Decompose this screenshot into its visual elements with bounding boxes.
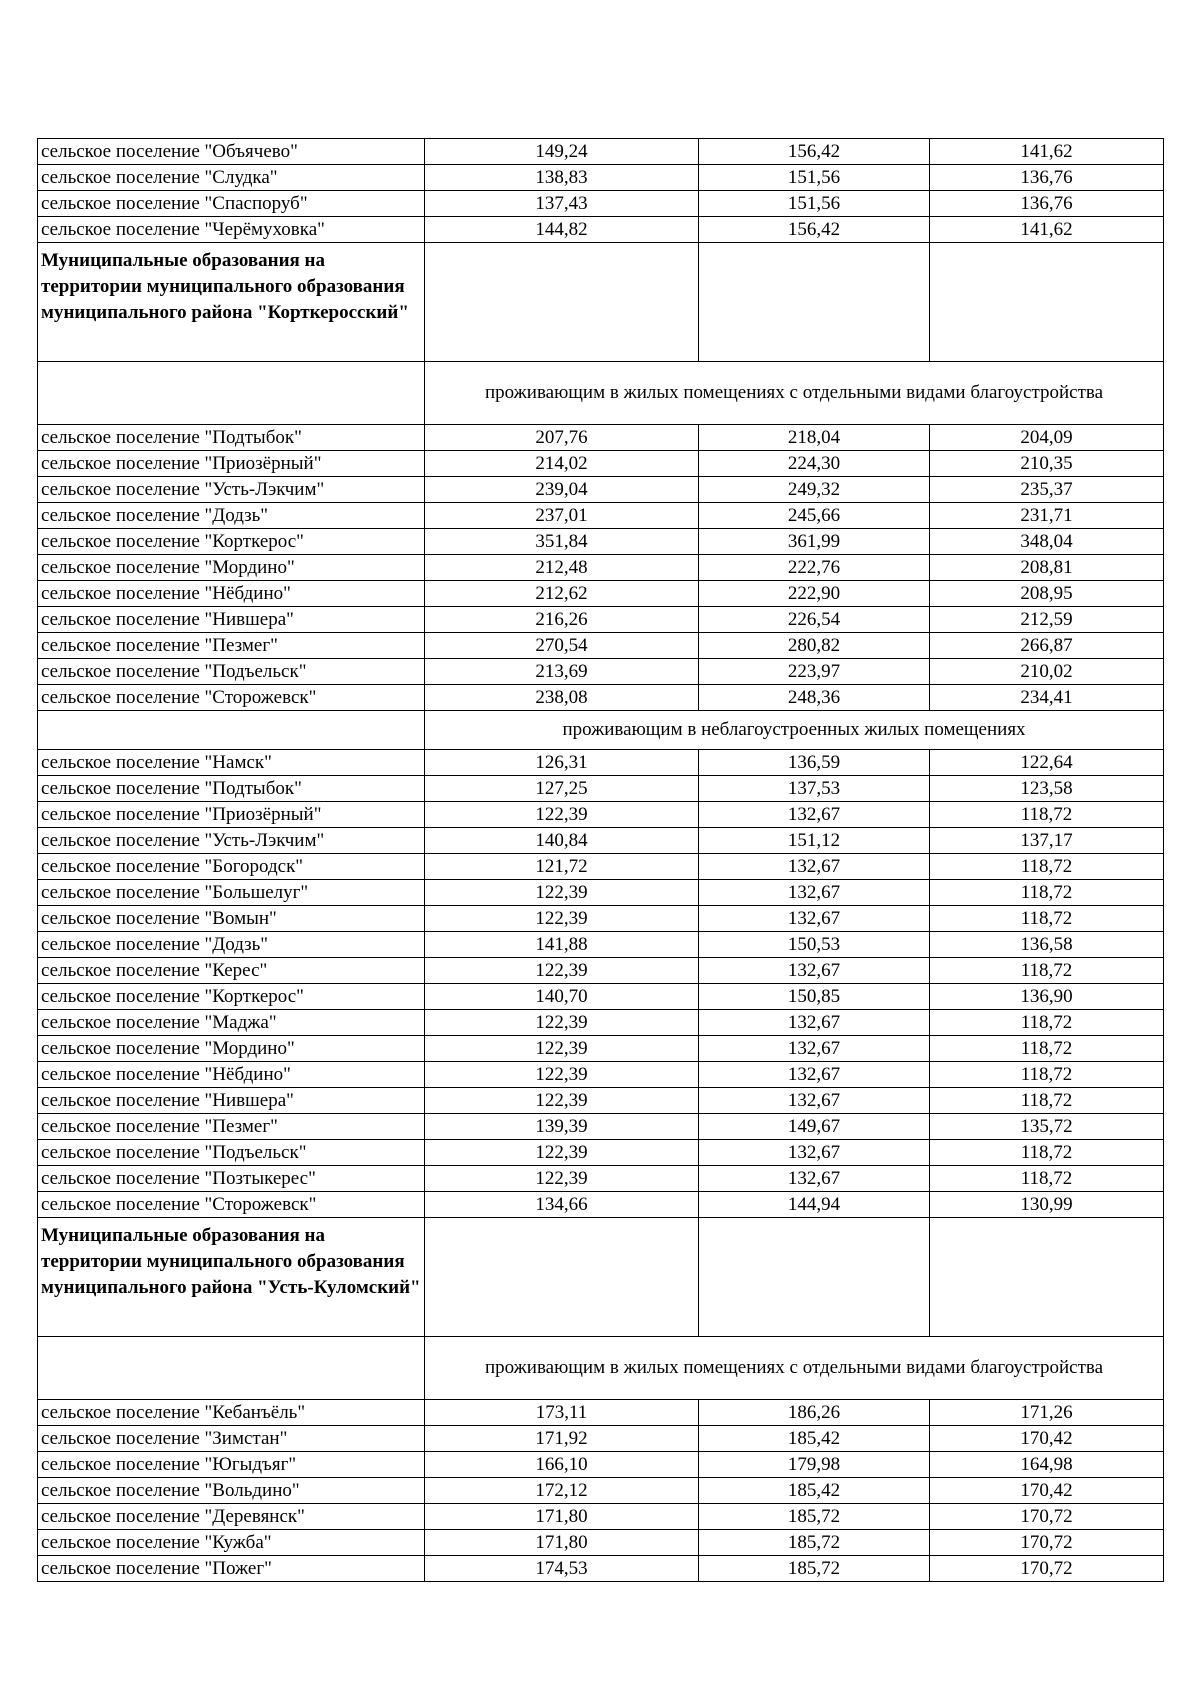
value-cell-1: 216,26 (425, 607, 699, 633)
table-row (38, 828, 1164, 854)
value-cell-3: 266,87 (930, 633, 1164, 659)
settlement-name-cell: сельское поселение "Спаспоруб" (38, 191, 425, 217)
table-row (38, 217, 1164, 243)
table-row (38, 1504, 1164, 1530)
table-row (38, 607, 1164, 633)
value-cell-1: 166,10 (425, 1452, 699, 1478)
table-row (38, 1192, 1164, 1218)
value-cell-3: 118,72 (930, 1166, 1164, 1192)
value-cell-1: 134,66 (425, 1192, 699, 1218)
table-row (38, 139, 1164, 165)
value-cell-3: 212,59 (930, 607, 1164, 633)
settlement-name-cell: сельское поселение "Сторожевск" (38, 1192, 425, 1218)
value-cell-3: 210,35 (930, 451, 1164, 477)
table-row (38, 802, 1164, 828)
settlement-name-cell: сельское поселение "Корткерос" (38, 984, 425, 1010)
settlement-name-cell: сельское поселение "Нёбдино" (38, 1062, 425, 1088)
value-cell-2: 280,82 (699, 633, 930, 659)
settlement-name-cell: сельское поселение "Подтыбок" (38, 425, 425, 451)
value-cell-2: 151,56 (699, 165, 930, 191)
value-cell-2: 226,54 (699, 607, 930, 633)
value-cell-3: 135,72 (930, 1114, 1164, 1140)
table-row (38, 1062, 1164, 1088)
value-cell-1: 122,39 (425, 1140, 699, 1166)
value-cell-1: 212,48 (425, 555, 699, 581)
empty-cell (930, 243, 1164, 362)
empty-cell (38, 362, 425, 425)
table-row (38, 165, 1164, 191)
value-cell-3: 118,72 (930, 1140, 1164, 1166)
settlement-name-cell: сельское поселение "Вомын" (38, 906, 425, 932)
table-row (38, 1426, 1164, 1452)
value-cell-1: 172,12 (425, 1478, 699, 1504)
value-cell-1: 171,80 (425, 1504, 699, 1530)
value-cell-2: 185,72 (699, 1530, 930, 1556)
value-cell-3: 141,62 (930, 217, 1164, 243)
settlement-name-cell: сельское поселение "Пожег" (38, 1556, 425, 1582)
value-cell-3: 235,37 (930, 477, 1164, 503)
settlement-name-cell: сельское поселение "Нившера" (38, 1088, 425, 1114)
table-row (38, 932, 1164, 958)
table-row (38, 958, 1164, 984)
table-row (38, 776, 1164, 802)
category-label: проживающим в жилых помещениях с отдельными видами благоустройства (425, 362, 1164, 425)
value-cell-3: 118,72 (930, 1062, 1164, 1088)
value-cell-2: 150,85 (699, 984, 930, 1010)
value-cell-2: 132,67 (699, 802, 930, 828)
value-cell-2: 132,67 (699, 1036, 930, 1062)
empty-cell (699, 1218, 930, 1337)
value-cell-3: 210,02 (930, 659, 1164, 685)
settlement-name-cell: сельское поселение "Додзь" (38, 932, 425, 958)
settlement-name-cell: сельское поселение "Позтыкерес" (38, 1166, 425, 1192)
value-cell-3: 123,58 (930, 776, 1164, 802)
value-cell-3: 118,72 (930, 880, 1164, 906)
value-cell-2: 156,42 (699, 139, 930, 165)
value-cell-1: 122,39 (425, 958, 699, 984)
category-label: проживающим в неблагоустроенных жилых помещениях (425, 711, 1164, 750)
settlement-name-cell: сельское поселение "Деревянск" (38, 1504, 425, 1530)
value-cell-2: 179,98 (699, 1452, 930, 1478)
value-cell-3: 118,72 (930, 1010, 1164, 1036)
value-cell-3: 137,17 (930, 828, 1164, 854)
value-cell-3: 348,04 (930, 529, 1164, 555)
category-label: проживающим в жилых помещениях с отдельными видами благоустройства (425, 1337, 1164, 1400)
settlement-name-cell: сельское поселение "Усть-Лэкчим" (38, 828, 425, 854)
value-cell-2: 149,67 (699, 1114, 930, 1140)
table-row (38, 1010, 1164, 1036)
value-cell-2: 132,67 (699, 854, 930, 880)
value-cell-2: 223,97 (699, 659, 930, 685)
value-cell-2: 132,67 (699, 1140, 930, 1166)
settlement-name-cell: сельское поселение "Большелуг" (38, 880, 425, 906)
settlement-name-cell: сельское поселение "Керес" (38, 958, 425, 984)
value-cell-2: 249,32 (699, 477, 930, 503)
value-cell-3: 234,41 (930, 685, 1164, 711)
table-row (38, 1036, 1164, 1062)
table-row (38, 854, 1164, 880)
value-cell-2: 185,72 (699, 1504, 930, 1530)
district-header-title: Муниципальные образования на территории муниципального образования муниципального района "Корткеросский" (38, 243, 425, 362)
value-cell-1: 137,43 (425, 191, 699, 217)
table-row (38, 555, 1164, 581)
value-cell-3: 136,90 (930, 984, 1164, 1010)
tariff-table (37, 138, 1164, 1582)
value-cell-1: 122,39 (425, 1088, 699, 1114)
value-cell-3: 118,72 (930, 854, 1164, 880)
value-cell-1: 144,82 (425, 217, 699, 243)
value-cell-3: 171,26 (930, 1400, 1164, 1426)
value-cell-2: 132,67 (699, 958, 930, 984)
table-row (38, 1556, 1164, 1582)
category-row (38, 1337, 1164, 1400)
value-cell-2: 186,26 (699, 1400, 930, 1426)
settlement-name-cell: сельское поселение "Кебанъёль" (38, 1400, 425, 1426)
value-cell-1: 238,08 (425, 685, 699, 711)
table-row (38, 1166, 1164, 1192)
district-header-row (38, 243, 1164, 362)
table-row (38, 425, 1164, 451)
value-cell-1: 121,72 (425, 854, 699, 880)
table-row (38, 906, 1164, 932)
table-row (38, 1478, 1164, 1504)
settlement-name-cell: сельское поселение "Пезмег" (38, 633, 425, 659)
value-cell-1: 351,84 (425, 529, 699, 555)
value-cell-2: 185,42 (699, 1426, 930, 1452)
value-cell-3: 118,72 (930, 1088, 1164, 1114)
value-cell-3: 170,72 (930, 1530, 1164, 1556)
value-cell-1: 171,92 (425, 1426, 699, 1452)
value-cell-1: 171,80 (425, 1530, 699, 1556)
value-cell-2: 185,42 (699, 1478, 930, 1504)
table-row (38, 503, 1164, 529)
value-cell-1: 149,24 (425, 139, 699, 165)
value-cell-1: 126,31 (425, 750, 699, 776)
value-cell-2: 132,67 (699, 1088, 930, 1114)
value-cell-2: 132,67 (699, 906, 930, 932)
settlement-name-cell: сельское поселение "Додзь" (38, 503, 425, 529)
value-cell-3: 208,81 (930, 555, 1164, 581)
value-cell-2: 132,67 (699, 1010, 930, 1036)
settlement-name-cell: сельское поселение "Зимстан" (38, 1426, 425, 1452)
settlement-name-cell: сельское поселение "Вольдино" (38, 1478, 425, 1504)
value-cell-1: 122,39 (425, 1036, 699, 1062)
value-cell-3: 136,76 (930, 165, 1164, 191)
value-cell-3: 170,42 (930, 1426, 1164, 1452)
table-row (38, 477, 1164, 503)
empty-cell (425, 1218, 699, 1337)
empty-cell (38, 1337, 425, 1400)
value-cell-1: 212,62 (425, 581, 699, 607)
value-cell-1: 214,02 (425, 451, 699, 477)
value-cell-1: 237,01 (425, 503, 699, 529)
value-cell-3: 204,09 (930, 425, 1164, 451)
value-cell-2: 222,90 (699, 581, 930, 607)
table-row (38, 659, 1164, 685)
settlement-name-cell: сельское поселение "Намск" (38, 750, 425, 776)
value-cell-2: 224,30 (699, 451, 930, 477)
empty-cell (699, 243, 930, 362)
table-row (38, 1452, 1164, 1478)
value-cell-1: 139,39 (425, 1114, 699, 1140)
value-cell-3: 170,72 (930, 1504, 1164, 1530)
value-cell-1: 122,39 (425, 1062, 699, 1088)
value-cell-3: 136,58 (930, 932, 1164, 958)
settlement-name-cell: сельское поселение "Пезмег" (38, 1114, 425, 1140)
value-cell-1: 173,11 (425, 1400, 699, 1426)
settlement-name-cell: сельское поселение "Югыдъяг" (38, 1452, 425, 1478)
tariff-table-body (38, 139, 1164, 1582)
settlement-name-cell: сельское поселение "Корткерос" (38, 529, 425, 555)
empty-cell (425, 243, 699, 362)
value-cell-3: 170,72 (930, 1556, 1164, 1582)
value-cell-3: 122,64 (930, 750, 1164, 776)
value-cell-1: 140,84 (425, 828, 699, 854)
table-row (38, 984, 1164, 1010)
value-cell-1: 270,54 (425, 633, 699, 659)
table-row (38, 1088, 1164, 1114)
value-cell-1: 213,69 (425, 659, 699, 685)
value-cell-3: 170,42 (930, 1478, 1164, 1504)
value-cell-1: 207,76 (425, 425, 699, 451)
value-cell-3: 118,72 (930, 958, 1164, 984)
value-cell-2: 222,76 (699, 555, 930, 581)
value-cell-3: 231,71 (930, 503, 1164, 529)
value-cell-3: 136,76 (930, 191, 1164, 217)
table-row (38, 685, 1164, 711)
value-cell-2: 136,59 (699, 750, 930, 776)
settlement-name-cell: сельское поселение "Маджа" (38, 1010, 425, 1036)
table-row (38, 633, 1164, 659)
table-row (38, 529, 1164, 555)
table-row (38, 1114, 1164, 1140)
table-row (38, 1400, 1164, 1426)
value-cell-2: 132,67 (699, 1062, 930, 1088)
settlement-name-cell: сельское поселение "Подъельск" (38, 1140, 425, 1166)
value-cell-2: 248,36 (699, 685, 930, 711)
value-cell-1: 239,04 (425, 477, 699, 503)
value-cell-3: 118,72 (930, 802, 1164, 828)
value-cell-3: 118,72 (930, 1036, 1164, 1062)
value-cell-1: 122,39 (425, 802, 699, 828)
value-cell-2: 185,72 (699, 1556, 930, 1582)
value-cell-2: 151,56 (699, 191, 930, 217)
district-header-row (38, 1218, 1164, 1337)
value-cell-2: 132,67 (699, 880, 930, 906)
empty-cell (930, 1218, 1164, 1337)
table-row (38, 1530, 1164, 1556)
table-row (38, 191, 1164, 217)
settlement-name-cell: сельское поселение "Мордино" (38, 1036, 425, 1062)
value-cell-2: 156,42 (699, 217, 930, 243)
settlement-name-cell: сельское поселение "Нившера" (38, 607, 425, 633)
value-cell-1: 122,39 (425, 880, 699, 906)
table-row (38, 1140, 1164, 1166)
table-row (38, 880, 1164, 906)
value-cell-3: 141,62 (930, 139, 1164, 165)
value-cell-3: 118,72 (930, 906, 1164, 932)
settlement-name-cell: сельское поселение "Объячево" (38, 139, 425, 165)
value-cell-3: 208,95 (930, 581, 1164, 607)
empty-cell (38, 711, 425, 750)
value-cell-1: 138,83 (425, 165, 699, 191)
value-cell-1: 127,25 (425, 776, 699, 802)
value-cell-2: 218,04 (699, 425, 930, 451)
settlement-name-cell: сельское поселение "Слудка" (38, 165, 425, 191)
settlement-name-cell: сельское поселение "Черёмуховка" (38, 217, 425, 243)
table-row (38, 451, 1164, 477)
value-cell-1: 122,39 (425, 1166, 699, 1192)
value-cell-3: 164,98 (930, 1452, 1164, 1478)
settlement-name-cell: сельское поселение "Мордино" (38, 555, 425, 581)
value-cell-2: 150,53 (699, 932, 930, 958)
settlement-name-cell: сельское поселение "Приозёрный" (38, 802, 425, 828)
value-cell-2: 361,99 (699, 529, 930, 555)
category-row (38, 711, 1164, 750)
value-cell-1: 140,70 (425, 984, 699, 1010)
settlement-name-cell: сельское поселение "Приозёрный" (38, 451, 425, 477)
value-cell-1: 122,39 (425, 1010, 699, 1036)
settlement-name-cell: сельское поселение "Усть-Лэкчим" (38, 477, 425, 503)
table-row (38, 581, 1164, 607)
settlement-name-cell: сельское поселение "Подтыбок" (38, 776, 425, 802)
value-cell-2: 245,66 (699, 503, 930, 529)
category-row (38, 362, 1164, 425)
settlement-name-cell: сельское поселение "Кужба" (38, 1530, 425, 1556)
settlement-name-cell: сельское поселение "Богородск" (38, 854, 425, 880)
value-cell-1: 122,39 (425, 906, 699, 932)
table-row (38, 750, 1164, 776)
value-cell-2: 132,67 (699, 1166, 930, 1192)
value-cell-2: 137,53 (699, 776, 930, 802)
value-cell-3: 130,99 (930, 1192, 1164, 1218)
settlement-name-cell: сельское поселение "Подъельск" (38, 659, 425, 685)
value-cell-2: 144,94 (699, 1192, 930, 1218)
settlement-name-cell: сельское поселение "Нёбдино" (38, 581, 425, 607)
district-header-title: Муниципальные образования на территории муниципального образования муниципального района "Усть-Куломский" (38, 1218, 425, 1337)
value-cell-1: 174,53 (425, 1556, 699, 1582)
value-cell-2: 151,12 (699, 828, 930, 854)
value-cell-1: 141,88 (425, 932, 699, 958)
settlement-name-cell: сельское поселение "Сторожевск" (38, 685, 425, 711)
